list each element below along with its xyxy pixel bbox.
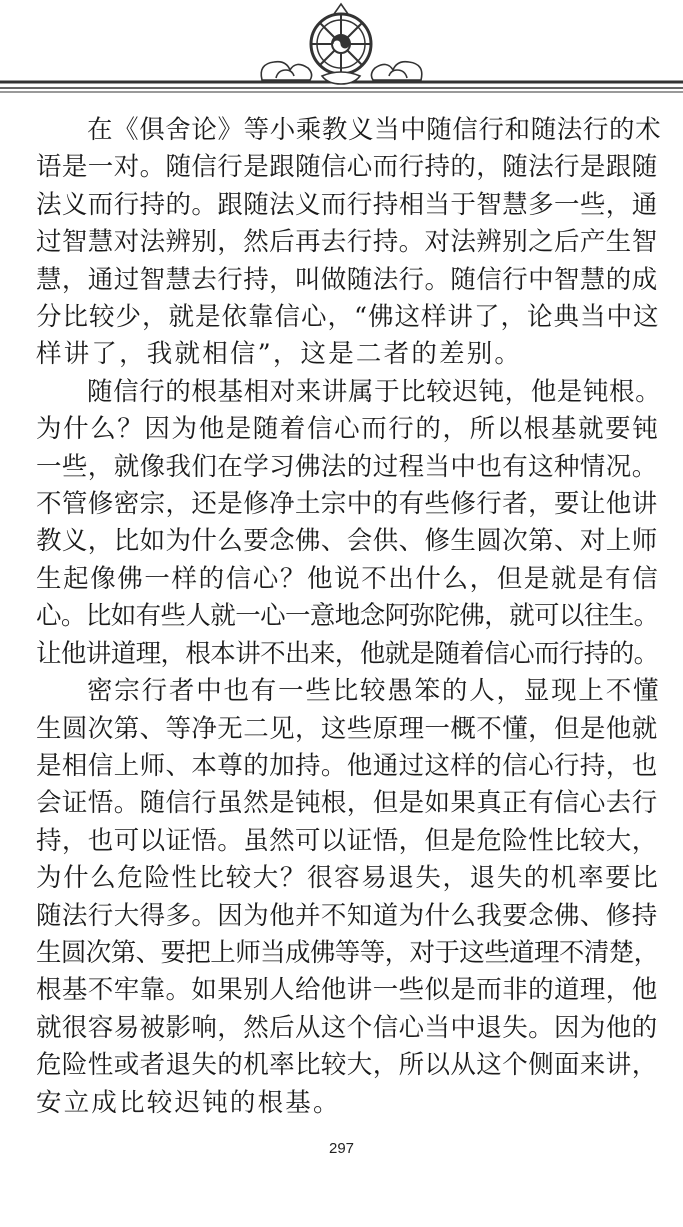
- text-line: 在《俱舍论》等小乘教义当中随信行和随法行的术: [87, 115, 662, 145]
- paragraph-1: [36, 112, 661, 374]
- paragraph-3: [36, 673, 661, 1122]
- text-line: 慧，通过智慧去行持，叫做随法行。随信行中智慧的成: [36, 264, 658, 295]
- text-line: 安立成比较迟钝的根基。: [36, 1087, 341, 1118]
- text-line: 不管修密宗，还是修净土宗中的有些修行者，要让他讲: [36, 489, 658, 520]
- dharma-wheel-ornament-icon: [0, 0, 683, 100]
- text-line: 过智慧对法辨别，然后再去行持。对法辨别之后产生智: [36, 227, 658, 258]
- text-line: 让他讲道理，根本讲不出来，他就是随着信心而行持的。: [36, 638, 659, 669]
- text-line: 一些，就像我们在学习佛法的过程当中也有这种情况。: [36, 451, 658, 482]
- text-line: 随法行大得多。因为他并不知道为什么我要念佛、修持: [36, 900, 658, 931]
- page-header-ornament: [0, 0, 683, 100]
- text-line: 样讲了，我就相信”，这是二者的差别。: [36, 339, 523, 370]
- text-line: 教义，比如为什么要念佛、会供、修生圆次第、对上师: [36, 526, 658, 557]
- text-line: 为什么危险性比较大？很容易退失，退失的机率要比: [36, 863, 660, 894]
- text-line: 会证悟。随信行虽然是钝根，但是如果真正有信心去行: [36, 788, 658, 819]
- text-line: 语是一对。随信行是跟随信心而行持的，随法行是跟随: [36, 152, 658, 183]
- text-line: 危险性或者退失的机率比较大，所以从这个侧面来讲，: [36, 1050, 658, 1081]
- text-line: 法义而行持的。跟随法义而行持相当于智慧多一些，通: [36, 189, 658, 220]
- text-line: 就很容易被影响，然后从这个信心当中退失。因为他的: [36, 1012, 658, 1043]
- text-line: 随信行的根基相对来讲属于比较迟钝，他是钝根。: [87, 376, 662, 407]
- paragraph-2: [36, 374, 661, 673]
- text-line: 生起像佛一样的信心？他说不出什么，但是就是有信: [36, 563, 660, 594]
- text-line: 密宗行者中也有一些比较愚笨的人，显现上不懂: [87, 676, 661, 707]
- text-line: 是相信上师、本尊的加持。他通过这样的信心行持，也: [36, 750, 658, 781]
- text-line: 根基不牢靠。如果别人给他讲一些似是而非的道理，他: [36, 975, 658, 1006]
- text-line: 分比较少，就是依靠信心，“佛这样讲了，论典当中这: [36, 302, 660, 333]
- text-line: 心。比如有些人就一心一意地念阿弥陀佛，就可以往生。: [36, 601, 659, 632]
- text-line: 为什么？因为他是随着信心而行的，所以根基就要钝: [36, 414, 660, 445]
- text-line: 生圆次第、等净无二见，这些原理一概不懂，但是他就: [36, 713, 658, 744]
- page-number: 297: [328, 1140, 355, 1157]
- page-body: [36, 112, 661, 1122]
- text-line: 生圆次第、要把上师当成佛等等，对于这些道理不清楚，: [36, 937, 659, 968]
- text-line: 持，也可以证悟。虽然可以证悟，但是危险性比较大，: [36, 825, 658, 856]
